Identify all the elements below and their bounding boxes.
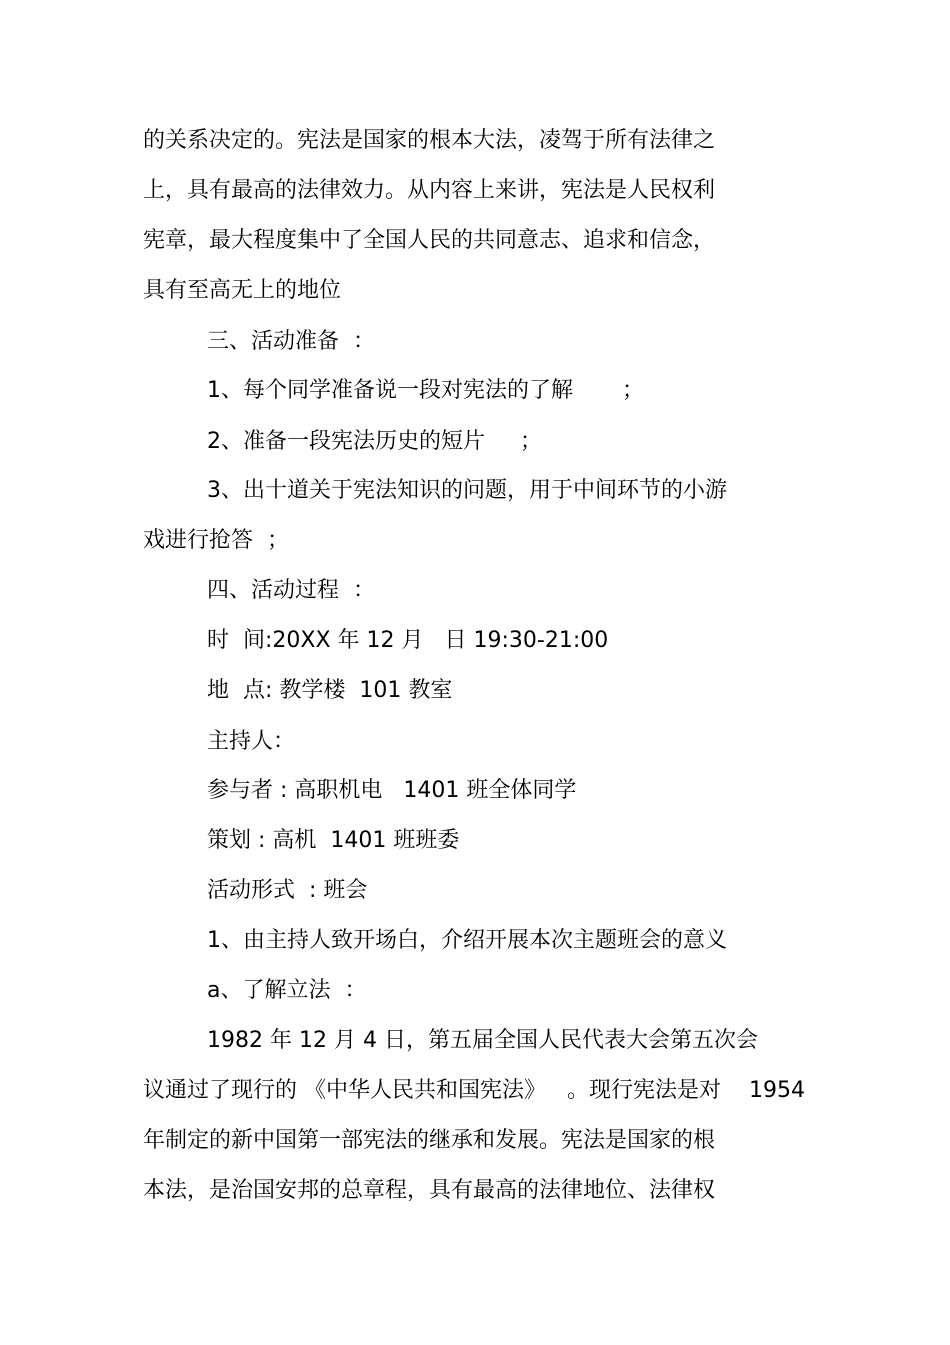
list-item: 1、每个同学准备说一段对宪法的了解 ； (207, 378, 644, 403)
list-item: 2、准备一段宪法历史的短片 ； (207, 429, 542, 454)
text-line: 具有至高无上的地位 (143, 278, 342, 303)
text-line: 戏进行抢答 ； (143, 528, 289, 553)
text-line: 本法，是治国安邦的总章程，具有最高的法律地位、法律权 (143, 1178, 716, 1203)
event-time: 时 间:20XX 年 12 月 日 19:30-21:00 (207, 628, 609, 653)
text-line: 议通过了现行的 《中华人民共和国宪法》 。现行宪法是对 1954 (143, 1078, 805, 1103)
sub-heading: a、了解立法 ： (207, 978, 367, 1003)
event-host: 主持人： (207, 729, 296, 754)
event-organizer: 策划 : 高机 1401 班班委 (207, 828, 460, 853)
event-location: 地 点: 教学楼 101 教室 (207, 678, 453, 703)
text-line: 年制定的新中国第一部宪法的继承和发展。宪法是国家的根 (143, 1128, 716, 1153)
list-item: 1、由主持人致开场白，介绍开展本次主题班会的意义 (207, 928, 727, 953)
text-line: 上，具有最高的法律效力。从内容上来讲，宪法是人民权利 (143, 178, 716, 203)
section-heading: 四、活动过程 ： (207, 578, 375, 603)
text-line: 的关系决定的。宪法是国家的根本大法，凌驾于所有法律之 (143, 128, 716, 153)
event-format: 活动形式 : 班会 (207, 878, 368, 903)
list-item: 3、出十道关于宪法知识的问题，用于中间环节的小游 (207, 478, 727, 503)
text-line: 1982 年 12 月 4 日，第五届全国人民代表大会第五次会 (207, 1028, 758, 1053)
text-line: 宪章，最大程度集中了全国人民的共同意志、追求和信念， (143, 228, 716, 253)
section-heading: 三、活动准备 ： (207, 329, 375, 354)
event-participants: 参与者 : 高职机电 1401 班全体同学 (207, 778, 577, 803)
